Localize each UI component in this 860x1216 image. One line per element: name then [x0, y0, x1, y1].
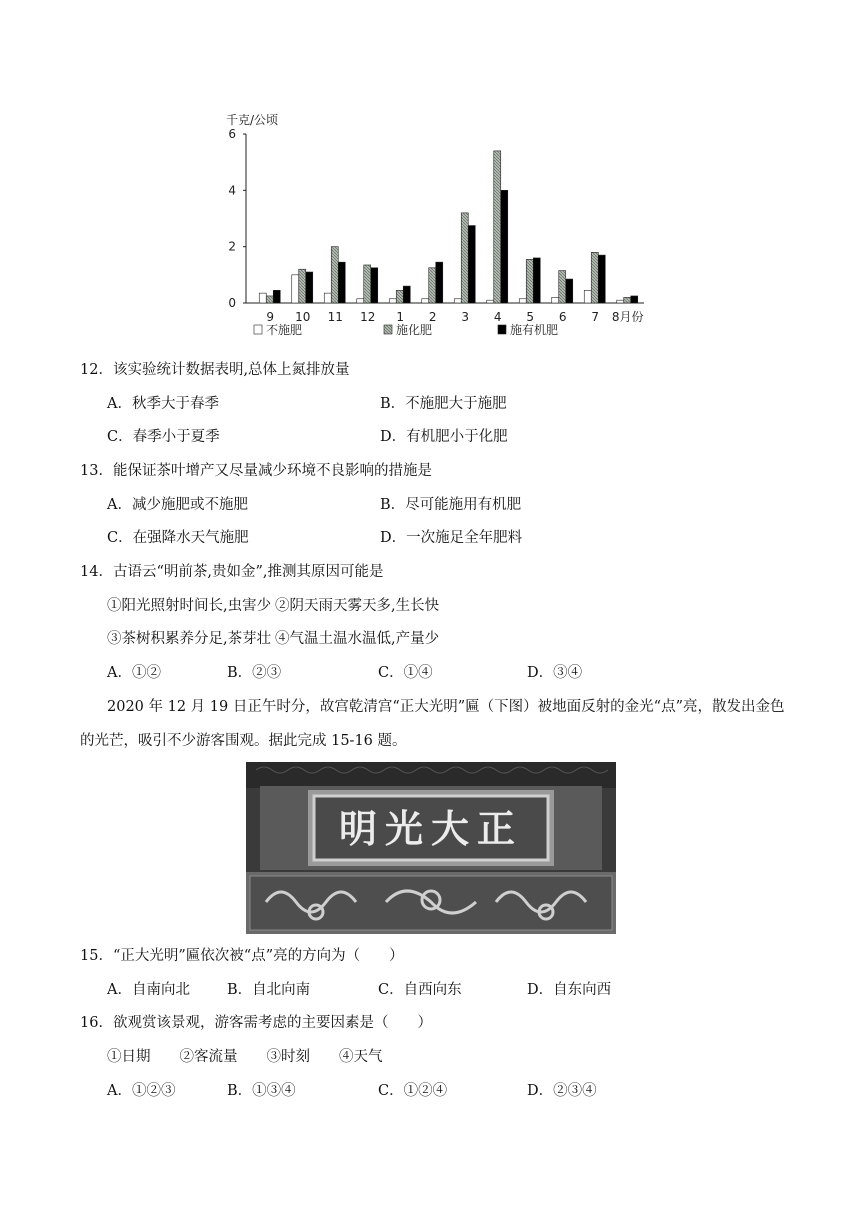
q13-option-c[interactable]: C．在强降水天气施肥: [107, 530, 249, 546]
bar-chemical-fertilizer: [331, 247, 338, 303]
q13-option-d[interactable]: D．一次施足全年肥料: [380, 530, 523, 546]
bar-organic-fertilizer: [403, 286, 410, 303]
bar-no-fertilizer: [292, 275, 299, 303]
q16-option-c[interactable]: C．①②④: [378, 1083, 448, 1099]
legend-swatch-1: [384, 325, 392, 334]
bar-no-fertilizer: [324, 293, 331, 303]
legend-swatch-0: [254, 325, 262, 334]
y-axis-label: 千克/公顷: [226, 113, 279, 127]
q16-option-d[interactable]: D．②③④: [527, 1083, 597, 1099]
x-tick-label: 6: [558, 310, 567, 324]
nitrogen-emission-bar-chart: [220, 108, 660, 348]
bar-chemical-fertilizer: [559, 271, 566, 303]
bar-no-fertilizer: [389, 299, 396, 303]
bar-no-fertilizer: [617, 300, 624, 303]
q15-option-a[interactable]: A．自南向北: [107, 982, 190, 998]
bar-chemical-fertilizer: [266, 296, 273, 303]
q12-option-c[interactable]: C．春季小于夏季: [107, 429, 220, 445]
bar-chemical-fertilizer: [494, 151, 501, 303]
bar-chemical-fertilizer: [429, 268, 436, 303]
legend-label-0: 不施肥: [266, 323, 303, 337]
q14-stem: 14．古语云“明前茶,贵如金”,推测其原因可能是: [80, 564, 384, 580]
bar-no-fertilizer: [259, 293, 266, 303]
q15-option-c[interactable]: C．自西向东: [378, 982, 462, 998]
x-tick-label: 3: [461, 310, 470, 324]
q14-option-d[interactable]: D．③④: [527, 665, 583, 681]
q14-item-1: ①阳光照射时间长,虫害少: [107, 598, 272, 614]
x-tick-label: 11: [327, 310, 343, 324]
legend-label-2: 施有机肥: [510, 323, 559, 337]
bar-no-fertilizer: [584, 290, 591, 303]
legend-label-1: 施化肥: [396, 323, 433, 337]
q12-stem: 12．该实验统计数据表明,总体上氮排放量: [80, 362, 350, 378]
bar-organic-fertilizer: [468, 226, 475, 303]
bar-organic-fertilizer: [501, 190, 508, 303]
q16-option-a[interactable]: A．①②③: [107, 1083, 176, 1099]
bar-no-fertilizer: [422, 299, 429, 303]
q15-option-b[interactable]: B．自北向南: [227, 982, 311, 998]
y-tick-label: 4: [228, 183, 236, 198]
q15-option-d[interactable]: D．自东向西: [527, 982, 612, 998]
q12-option-a[interactable]: A．秋季大于春季: [107, 396, 219, 412]
q14-option-b[interactable]: B．②③: [227, 665, 282, 681]
bar-chemical-fertilizer: [461, 213, 468, 303]
bar-chemical-fertilizer: [364, 265, 371, 303]
bar-organic-fertilizer: [566, 279, 573, 303]
bar-no-fertilizer: [552, 297, 559, 303]
y-tick-label: 0: [228, 296, 236, 310]
q14-option-c[interactable]: C．①④: [378, 665, 433, 681]
x-tick-label: 10: [295, 310, 311, 324]
bar-chemical-fertilizer: [591, 252, 598, 303]
bar-no-fertilizer: [357, 299, 364, 303]
q15-stem: 15．“正大光明”匾依次被“点”亮的方向为（ ）: [80, 948, 404, 964]
bar-organic-fertilizer: [436, 262, 443, 303]
plaque-inscription: 明光大正: [338, 806, 524, 851]
x-tick-label: 9: [266, 310, 275, 324]
q14-item-3: ③茶树积累养分足,茶芽壮: [107, 631, 272, 647]
legend-swatch-2: [498, 325, 506, 334]
bar-organic-fertilizer: [338, 262, 345, 303]
x-tick-label: 1: [396, 310, 405, 324]
x-tick-label: 5: [526, 310, 535, 324]
x-tick-label: 2: [428, 310, 437, 324]
y-tick-label: 2: [228, 239, 236, 254]
q12-option-b[interactable]: B．不施肥大于施肥: [380, 396, 507, 412]
bar-organic-fertilizer: [273, 290, 280, 303]
bar-organic-fertilizer: [533, 258, 540, 303]
q16-items: ①日期 ②客流量 ③时刻 ④天气: [107, 1049, 383, 1065]
bar-organic-fertilizer: [631, 296, 638, 303]
zhengda-guangming-plaque-image: [246, 762, 616, 934]
q13-option-b[interactable]: B．尽可能施用有机肥: [380, 497, 522, 513]
q16-option-b[interactable]: B．①③④: [227, 1083, 296, 1099]
q13-option-a[interactable]: A．减少施肥或不施肥: [107, 497, 248, 513]
bar-no-fertilizer: [487, 300, 494, 303]
x-tick-label: 12: [360, 310, 376, 324]
bar-chemical-fertilizer: [396, 290, 403, 303]
bar-organic-fertilizer: [306, 272, 313, 303]
bar-chemical-fertilizer: [526, 259, 533, 303]
bar-chemical-fertilizer: [624, 297, 631, 303]
passage-text: 2020 年 12 月 19 日正午时分，故宫乾清宫“正大光明”匾（下图）被地面反射的金光“点”亮，散发出金色的光芒，吸引不少游客围观。据此完成 15-16 题。: [80, 699, 785, 749]
bar-chemical-fertilizer: [299, 269, 306, 303]
x-tick-label: 4: [493, 310, 502, 324]
bar-no-fertilizer: [519, 299, 526, 303]
bar-organic-fertilizer: [371, 268, 378, 303]
q13-stem: 13．能保证茶叶增产又尽量减少环境不良影响的措施是: [80, 463, 432, 479]
q16-stem: 16．欲观赏该景观，游客需考虑的主要因素是（ ）: [80, 1015, 432, 1031]
q14-item-4: ④气温土温水温低,产量少: [275, 631, 440, 647]
q14-item-2: ②阴天雨天雾天多,生长快: [275, 598, 440, 614]
bar-organic-fertilizer: [598, 255, 605, 303]
x-tick-label: 7: [591, 310, 600, 324]
q14-option-a[interactable]: A．①②: [107, 665, 161, 681]
y-tick-label: 6: [228, 127, 236, 141]
q12-option-d[interactable]: D．有机肥小于化肥: [380, 429, 508, 445]
x-tick-label: 8月份: [611, 310, 644, 324]
bar-no-fertilizer: [454, 299, 461, 303]
